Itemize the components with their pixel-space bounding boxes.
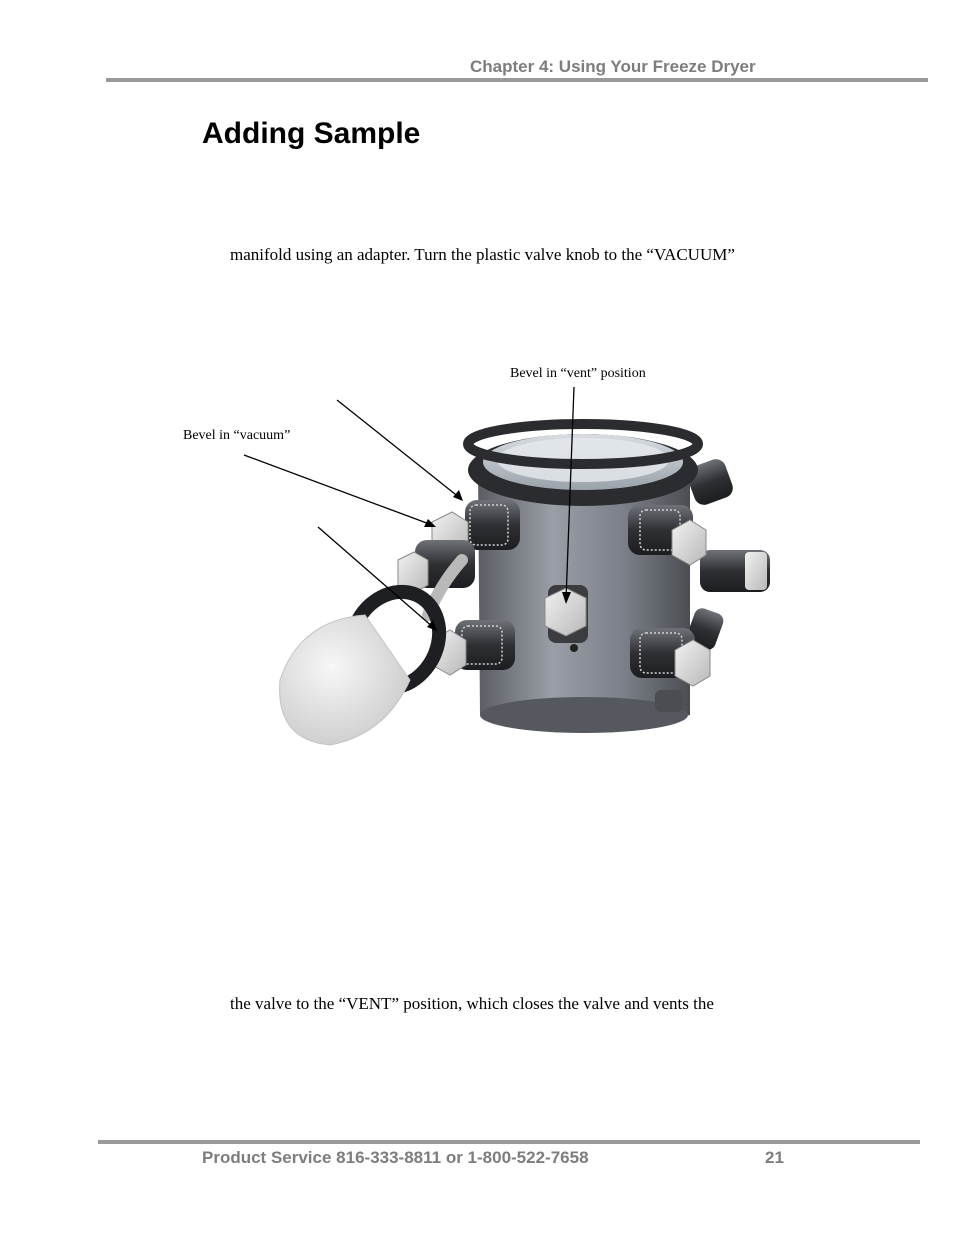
footer-rule bbox=[98, 1140, 920, 1144]
flask bbox=[280, 576, 457, 745]
callout-vent-position: Bevel in “vent” position bbox=[510, 366, 646, 381]
section-title: Adding Sample bbox=[202, 117, 421, 150]
callout-vacuum-position: Bevel in “vacuum” bbox=[183, 428, 291, 443]
chapter-header: Chapter 4: Using Your Freeze Dryer bbox=[470, 57, 756, 76]
body-paragraph-line-1: manifold using an adapter. Turn the plastic valve knob to the “VACUUM” bbox=[230, 245, 735, 264]
page-number: 21 bbox=[765, 1148, 784, 1167]
back-port-right-mid bbox=[700, 550, 770, 592]
footer-service-phone: Product Service 816-333-8811 or 1-800-522-7658 bbox=[202, 1148, 589, 1167]
header-rule bbox=[106, 78, 928, 82]
manifold-illustration bbox=[160, 360, 800, 760]
body-paragraph-line-2: the valve to the “VENT” position, which closes the valve and vents the bbox=[230, 994, 714, 1013]
